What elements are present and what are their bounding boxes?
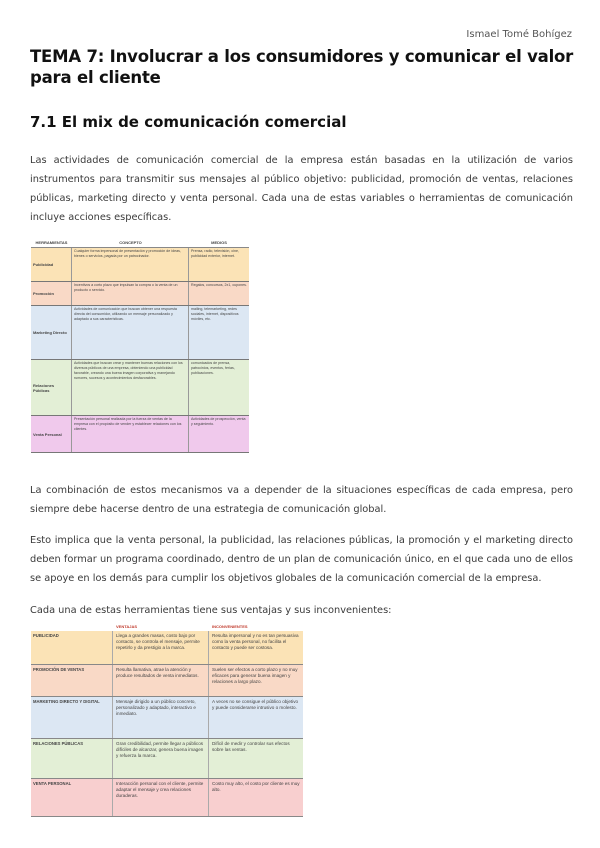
row-advantages: Llega a grandes masas, costo bajo por contacto, se controla el mensaje, permite repetirlo y da prestigio a la marca. bbox=[113, 631, 209, 664]
table-row bbox=[31, 779, 303, 817]
row-disadvantages: Suelen ser efectos a corto plazo y no muy eficaces para generar buena imagen y relaciones a largo plazo. bbox=[212, 667, 298, 684]
table-row bbox=[31, 306, 249, 360]
paragraph-combination: La combinación de estos mecanismos va a depender de la situaciones específicas de cada empresa, pero siempre debe hacerse dentro de una estrategia de comunicación global. bbox=[30, 485, 573, 515]
row-concept: Incentivos a corto plazo que impulsan la compra o la venta de un producto o servicio. bbox=[72, 282, 189, 305]
header-tools: HERRAMIENTAS bbox=[35, 240, 68, 245]
table-row bbox=[31, 416, 249, 453]
row-media: mailing, telemarketing, redes sociales, internet, dispositivos móviles, etc. bbox=[191, 307, 239, 321]
table-row bbox=[31, 739, 303, 779]
table-row bbox=[31, 631, 303, 665]
communication-mix-table bbox=[31, 238, 249, 456]
row-concept: Presentación personal realizada por la fuerza de ventas de la empresa con el propósito de vender y establecer relaciones con los clientes. bbox=[72, 416, 189, 452]
pros-cons-table bbox=[31, 622, 303, 817]
header-advantages: VENTAJAS bbox=[116, 623, 138, 629]
paragraph-intro: Las actividades de comunicación comercial de la empresa están basadas en la utilización de varios instrumentos para transmitir sus mensajes al público objetivo: publicidad, promoción de ventas, relaciones públicas, marketing directo y venta personal. Cada una de estas variables o herramientas de comunicación incluye acciones específicas. bbox=[30, 155, 573, 223]
row-tool: Venta Personal bbox=[31, 416, 72, 452]
table-header bbox=[31, 622, 303, 631]
header-tool bbox=[31, 625, 113, 629]
row-tool: Publicidad bbox=[31, 248, 72, 281]
table-row bbox=[31, 282, 249, 306]
table-row bbox=[31, 697, 303, 739]
row-advantages: Mensaje dirigido a un público concreto, personalizado y adaptado, interactivo e inmediato. bbox=[113, 697, 209, 738]
row-disadvantages: A veces no se consigue el público objetivo y puede considerarse intrusivo o molesto. bbox=[212, 699, 299, 710]
row-tool: Relaciones Públicas bbox=[31, 360, 72, 415]
table-header bbox=[31, 238, 249, 248]
table-row bbox=[31, 248, 249, 282]
row-tool: MARKETING DIRECTO Y DIGITAL bbox=[31, 697, 113, 738]
row-advantages: Interacción personal con el cliente, permite adaptar el mensaje y crea relaciones duraderas. bbox=[113, 779, 209, 816]
row-media: Prensa, radio, televisión, cine, publicidad exterior, internet. bbox=[191, 249, 239, 258]
author-name: Ismael Tomé Bohígez bbox=[466, 29, 572, 40]
row-tool: PUBLICIDAD bbox=[31, 631, 113, 664]
section-heading: 7.1 El mix de comunicación comercial bbox=[30, 113, 347, 131]
row-media: Regalos, concursos, 2x1, cupones. bbox=[191, 283, 247, 287]
header-disadvantages: INCONVENIENTES bbox=[212, 623, 248, 629]
row-advantages: Resulta llamativa, atrae la atención y produce resultados de venta inmediatos. bbox=[113, 665, 209, 696]
row-concept: Actividades que buscan crear y mantener buenas relaciones con los diversos públicos de una empresa, obteniendo una publicidad favorable, creando una buena imagen corporativa y manejando rumores, sucesos y acontecimientos desfavorables. bbox=[72, 360, 189, 415]
row-media: Actividades de prospección, venta y seguimiento. bbox=[191, 417, 246, 426]
row-tool: VENTA PERSONAL bbox=[31, 779, 113, 816]
page-title: TEMA 7: Involucrar a los consumidores y comunicar el valor para el cliente bbox=[30, 47, 574, 87]
paragraph-coordination: Esto implica que la venta personal, la publicidad, las relaciones públicas, la promoción y el marketing directo deben formar un programa coordinado, dentro de un plan de comunicación único, en el que cada uno de ellos se apoye en los demás para cumplir los objetivos globales de la comunicación comercial de la empresa. bbox=[30, 535, 573, 584]
row-tool: Promoción bbox=[31, 282, 72, 305]
row-tool: Marketing Directo bbox=[31, 306, 72, 359]
header-media: MEDIOS bbox=[211, 240, 227, 245]
paragraph-advantages-intro: Cada una de estas herramientas tiene sus ventajas y sus inconvenientes: bbox=[30, 605, 392, 616]
row-disadvantages: Costo muy alto, el costo por cliente es muy alto. bbox=[212, 781, 300, 792]
row-disadvantages: Resulta impersonal y no es tan persuasiva como la venta personal, no facilita el contacto y puede ser costosa. bbox=[212, 633, 299, 650]
header-concept: CONCEPTO bbox=[119, 240, 142, 245]
table-row bbox=[31, 665, 303, 697]
row-advantages: Gran credibilidad, permite llegar a públicos difíciles de alcanzar, genera buena imagen y refuerza la marca. bbox=[113, 739, 209, 778]
row-media: comunicados de prensa, patrocinios, eventos, ferias, publicaciones. bbox=[191, 361, 235, 375]
row-concept: Actividades de comunicación que buscan obtener una respuesta directa del consumidor, utilizando un mensaje personalizado y adaptado a sus características. bbox=[72, 306, 189, 359]
row-tool: RELACIONES PÚBLICAS bbox=[31, 739, 113, 778]
row-disadvantages: Difícil de medir y controlar sus efectos sobre las ventas. bbox=[212, 741, 290, 752]
row-concept: Cualquier forma impersonal de presentación y promoción de ideas, bienes o servicios, pagada por un patrocinador. bbox=[72, 248, 189, 281]
table-row bbox=[31, 360, 249, 416]
row-tool: PROMOCIÓN DE VENTAS bbox=[31, 665, 113, 696]
